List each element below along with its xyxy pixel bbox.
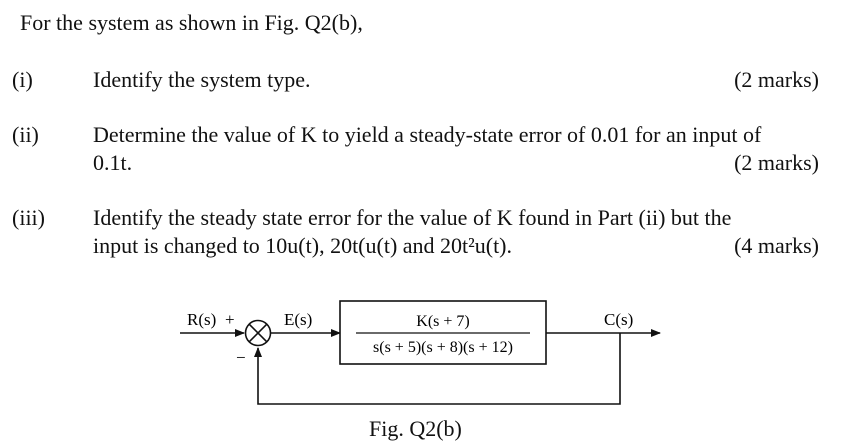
minus-sign: −	[236, 348, 246, 367]
plus-sign: +	[225, 310, 235, 329]
part-ii-text-line-2: 0.1t.	[93, 150, 133, 175]
part-ii-number: (ii)	[12, 122, 39, 147]
part-ii-marks: (2 marks)	[734, 150, 819, 175]
part-i-number: (i)	[12, 67, 33, 92]
part-i-text: Identify the system type.	[93, 67, 311, 92]
output-label: C(s)	[604, 310, 634, 329]
part-ii-text-line-1: Determine the value of K to yield a steady-state error of 0.01 for an input of	[93, 122, 762, 147]
question-intro: For the system as shown in Fig. Q2(b),	[20, 10, 363, 35]
part-iii-text-line-2: input is changed to 10u(t), 20t(u(t) and 20t²u(t).	[93, 233, 513, 258]
tf-denominator: s(s + 5)(s + 8)(s + 12)	[373, 339, 513, 356]
part-iii-number: (iii)	[12, 205, 45, 230]
part-iii-text-line-1: Identify the steady state error for the value of K found in Part (ii) but the	[93, 205, 732, 230]
part-i-marks: (2 marks)	[734, 67, 819, 92]
part-iii-marks: (4 marks)	[734, 233, 819, 258]
error-label: E(s)	[284, 310, 313, 329]
figure-caption: Fig. Q2(b)	[369, 416, 462, 441]
summing-junction-icon	[246, 321, 271, 346]
input-label: R(s)	[187, 310, 217, 329]
tf-numerator: K(s + 7)	[416, 313, 470, 330]
